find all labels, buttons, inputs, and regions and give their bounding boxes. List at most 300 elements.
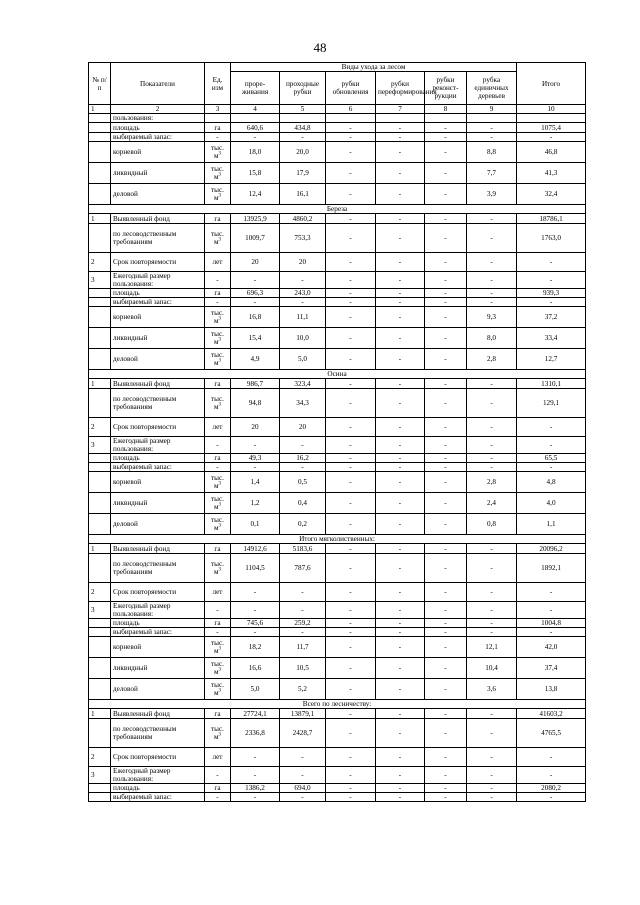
table-row (89, 637, 586, 658)
row-value: 49,3 (231, 454, 280, 463)
row-number (89, 628, 111, 637)
row-value: - (376, 719, 425, 748)
row-value: - (326, 349, 376, 370)
row-value: - (326, 163, 376, 184)
row-value (425, 114, 467, 123)
row-value: - (425, 454, 467, 463)
row-value: - (280, 602, 326, 619)
row-total: 1763,0 (517, 224, 586, 253)
row-value: - (376, 298, 425, 307)
page-number: 48 (313, 40, 327, 55)
row-total: 65,5 (517, 454, 586, 463)
table-row (89, 379, 586, 389)
row-value: - (231, 437, 280, 454)
row-value: - (425, 784, 467, 793)
row-value: 0,2 (280, 514, 326, 535)
row-unit: тыс. $м^3$ (205, 163, 231, 184)
row-value: - (467, 748, 517, 767)
row-value: - (376, 472, 425, 493)
row-value: - (425, 379, 467, 389)
row-label: Срок повторяемости (111, 583, 205, 602)
row-total: 2080,2 (517, 784, 586, 793)
header-indicators: Показатели (111, 63, 205, 105)
row-value: - (376, 389, 425, 418)
row-number (89, 184, 111, 205)
row-total: 1892,1 (517, 554, 586, 583)
row-unit: тыс. $м^3$ (205, 554, 231, 583)
row-value: 0,5 (280, 472, 326, 493)
row-number (89, 142, 111, 163)
row-value: - (425, 583, 467, 602)
row-value: - (467, 454, 517, 463)
row-value: 323,4 (280, 379, 326, 389)
row-value (326, 114, 376, 123)
row-value: - (425, 709, 467, 719)
row-value: 16,2 (280, 454, 326, 463)
row-value: 4,9 (231, 349, 280, 370)
row-value: 5,2 (280, 679, 326, 700)
row-total: - (517, 602, 586, 619)
row-value: - (425, 637, 467, 658)
row-value: - (425, 133, 467, 142)
row-unit (205, 114, 231, 123)
row-total: - (517, 253, 586, 272)
row-label: по лесоводственным требованиям (111, 554, 205, 583)
row-total: 46,8 (517, 142, 586, 163)
row-value: 745,6 (231, 619, 280, 628)
row-value: - (326, 767, 376, 784)
row-value: - (231, 133, 280, 142)
row-value: - (376, 637, 425, 658)
row-value: - (280, 767, 326, 784)
row-value (231, 114, 280, 123)
row-value: 243,0 (280, 289, 326, 298)
row-value: - (376, 463, 425, 472)
table-row (89, 123, 586, 133)
row-value: - (376, 253, 425, 272)
row-value: - (326, 133, 376, 142)
table-row (89, 298, 586, 307)
row-label: Выявленный фонд (111, 379, 205, 389)
table-row (89, 748, 586, 767)
row-number (89, 554, 111, 583)
row-value: - (467, 628, 517, 637)
row-value: - (280, 272, 326, 289)
row-value: - (280, 298, 326, 307)
header-group: Виды ухода за лесом (231, 63, 517, 72)
row-number (89, 123, 111, 133)
row-value: 5,0 (280, 349, 326, 370)
section-title: Итого мягколиственных: (89, 535, 586, 544)
row-value: - (376, 619, 425, 628)
section-row (89, 205, 586, 214)
row-value: - (425, 184, 467, 205)
col-number: 8 (425, 105, 467, 114)
row-value: - (231, 628, 280, 637)
row-total: - (517, 463, 586, 472)
row-value: - (376, 123, 425, 133)
row-number (89, 298, 111, 307)
row-number (89, 493, 111, 514)
row-number (89, 719, 111, 748)
row-number: 1 (89, 214, 111, 224)
row-value: - (376, 272, 425, 289)
row-value: 1009,7 (231, 224, 280, 253)
row-value: - (280, 437, 326, 454)
table-row (89, 184, 586, 205)
row-value: 20,0 (280, 142, 326, 163)
row-value: 10,0 (280, 328, 326, 349)
row-value: 2,8 (467, 349, 517, 370)
row-unit: тыс. $м^3$ (205, 328, 231, 349)
row-value (376, 114, 425, 123)
row-value: 11,7 (280, 637, 326, 658)
row-unit: тыс. $м^3$ (205, 493, 231, 514)
row-value: - (376, 679, 425, 700)
row-value: 20 (280, 418, 326, 437)
row-number: 3 (89, 272, 111, 289)
row-value: 2336,8 (231, 719, 280, 748)
row-number: 3 (89, 602, 111, 619)
row-value: - (326, 784, 376, 793)
row-label: по лесоводственным требованиям (111, 224, 205, 253)
row-label: Ежегодный размер пользования: (111, 602, 205, 619)
row-value: 986,7 (231, 379, 280, 389)
row-value: - (467, 272, 517, 289)
row-unit: тыс. $м^3$ (205, 637, 231, 658)
row-label: выбираемый запас: (111, 628, 205, 637)
col-number: 1 (89, 105, 111, 114)
table-row (89, 142, 586, 163)
table-body (89, 114, 586, 802)
row-value: - (326, 619, 376, 628)
row-value: - (376, 554, 425, 583)
table-row (89, 133, 586, 142)
row-value: 14912,6 (231, 544, 280, 554)
row-value: - (326, 719, 376, 748)
row-value: 0,8 (467, 514, 517, 535)
table-row (89, 253, 586, 272)
row-value: - (425, 463, 467, 472)
table-row (89, 658, 586, 679)
row-value: - (425, 272, 467, 289)
row-value: 27724,1 (231, 709, 280, 719)
row-value: - (376, 437, 425, 454)
row-value: 13879,1 (280, 709, 326, 719)
col-number: 5 (280, 105, 326, 114)
row-number: 1 (89, 709, 111, 719)
row-value: - (376, 379, 425, 389)
row-unit: лет (205, 583, 231, 602)
row-value: - (376, 767, 425, 784)
row-value: 18,2 (231, 637, 280, 658)
row-total: 129,1 (517, 389, 586, 418)
row-value: 20 (231, 418, 280, 437)
row-value: - (326, 389, 376, 418)
row-total: 41603,2 (517, 709, 586, 719)
row-number (89, 163, 111, 184)
row-value: - (467, 298, 517, 307)
row-total: 32,4 (517, 184, 586, 205)
row-value: - (376, 658, 425, 679)
row-value: 15,8 (231, 163, 280, 184)
col-number: 3 (205, 105, 231, 114)
row-number (89, 307, 111, 328)
row-value: 94,8 (231, 389, 280, 418)
row-value: 3,9 (467, 184, 517, 205)
row-label: корневой (111, 637, 205, 658)
row-label: выбираемый запас: (111, 133, 205, 142)
col-number: 2 (111, 105, 205, 114)
row-value: - (231, 583, 280, 602)
row-total: - (517, 133, 586, 142)
row-value: - (326, 224, 376, 253)
col-number: 4 (231, 105, 280, 114)
row-label: ликвидный (111, 493, 205, 514)
row-unit: тыс. $м^3$ (205, 184, 231, 205)
row-total: - (517, 793, 586, 802)
row-value: - (467, 793, 517, 802)
row-label: Выявленный фонд (111, 214, 205, 224)
row-value: - (326, 463, 376, 472)
row-value: - (425, 418, 467, 437)
row-value: - (467, 767, 517, 784)
row-unit: га (205, 784, 231, 793)
row-value: 10,4 (467, 658, 517, 679)
row-value: - (376, 307, 425, 328)
header-num: № п/п (89, 63, 111, 105)
row-value: - (425, 214, 467, 224)
row-value: 8,8 (467, 142, 517, 163)
row-label: пользования: (111, 114, 205, 123)
row-value: - (326, 514, 376, 535)
row-value: - (231, 602, 280, 619)
row-value: - (376, 349, 425, 370)
row-value: - (326, 628, 376, 637)
row-unit: тыс. $м^3$ (205, 224, 231, 253)
section-row (89, 535, 586, 544)
table-row (89, 628, 586, 637)
row-label: корневой (111, 307, 205, 328)
row-value: - (425, 793, 467, 802)
row-value: - (376, 454, 425, 463)
row-label: выбираемый запас: (111, 298, 205, 307)
row-value: - (425, 123, 467, 133)
row-value: 12,1 (467, 637, 517, 658)
row-value: 2,4 (467, 493, 517, 514)
table-row (89, 224, 586, 253)
row-value: - (425, 163, 467, 184)
row-value: 1386,2 (231, 784, 280, 793)
row-value: - (326, 437, 376, 454)
row-label: по лесоводственным требованиям (111, 389, 205, 418)
row-value: 0,4 (280, 493, 326, 514)
row-unit: тыс. $м^3$ (205, 142, 231, 163)
table-row (89, 709, 586, 719)
section-title: Всего по лесничеству: (89, 700, 586, 709)
row-number (89, 289, 111, 298)
section-title: Береза (89, 205, 586, 214)
row-value: - (326, 379, 376, 389)
row-value: 10,5 (280, 658, 326, 679)
header-type-4: рубки переформирования (376, 72, 425, 105)
row-value: - (425, 602, 467, 619)
row-value: - (376, 214, 425, 224)
row-unit: лет (205, 253, 231, 272)
row-unit: га (205, 379, 231, 389)
row-label: площадь (111, 289, 205, 298)
row-unit: - (205, 628, 231, 637)
row-value: - (376, 289, 425, 298)
table-row (89, 214, 586, 224)
row-total: 4765,5 (517, 719, 586, 748)
table-row (89, 719, 586, 748)
row-unit: - (205, 602, 231, 619)
row-value: - (425, 142, 467, 163)
row-number (89, 679, 111, 700)
row-unit: - (205, 298, 231, 307)
row-value: - (425, 619, 467, 628)
row-number: 1 (89, 379, 111, 389)
row-value: - (326, 583, 376, 602)
table-row (89, 472, 586, 493)
table-row (89, 418, 586, 437)
row-value: 1,4 (231, 472, 280, 493)
row-unit: га (205, 214, 231, 224)
row-number (89, 349, 111, 370)
row-unit: лет (205, 748, 231, 767)
row-value: - (425, 493, 467, 514)
row-number (89, 454, 111, 463)
table-row (89, 767, 586, 784)
table-row (89, 544, 586, 554)
row-total: 37,2 (517, 307, 586, 328)
row-value: - (326, 472, 376, 493)
table-row (89, 437, 586, 454)
row-label: деловой (111, 184, 205, 205)
row-total: 33,4 (517, 328, 586, 349)
row-total: 1310,1 (517, 379, 586, 389)
row-label: корневой (111, 472, 205, 493)
row-unit: га (205, 123, 231, 133)
row-total: - (517, 628, 586, 637)
row-number (89, 224, 111, 253)
row-value: 640,6 (231, 123, 280, 133)
row-label: ликвидный (111, 658, 205, 679)
row-unit: - (205, 272, 231, 289)
row-value: - (231, 748, 280, 767)
row-value: - (376, 709, 425, 719)
row-value: 16,1 (280, 184, 326, 205)
row-number: 3 (89, 437, 111, 454)
row-value: - (425, 719, 467, 748)
row-value: - (376, 328, 425, 349)
row-number: 2 (89, 748, 111, 767)
row-label: корневой (111, 142, 205, 163)
row-value: - (467, 123, 517, 133)
row-label: площадь (111, 123, 205, 133)
row-number (89, 133, 111, 142)
row-total: - (517, 748, 586, 767)
row-value: - (425, 628, 467, 637)
row-value: 13925,9 (231, 214, 280, 224)
row-value: - (326, 493, 376, 514)
table-row (89, 163, 586, 184)
row-value: - (467, 289, 517, 298)
row-value: - (326, 328, 376, 349)
row-total (517, 114, 586, 123)
row-unit: - (205, 767, 231, 784)
row-total: 4,8 (517, 472, 586, 493)
row-value: - (326, 418, 376, 437)
row-unit: тыс. $м^3$ (205, 389, 231, 418)
row-value: - (376, 418, 425, 437)
row-label: Ежегодный размер пользования: (111, 272, 205, 289)
table-row (89, 602, 586, 619)
row-unit: лет (205, 418, 231, 437)
row-value: - (326, 679, 376, 700)
row-value: - (326, 602, 376, 619)
row-value: - (376, 514, 425, 535)
row-value: 34,3 (280, 389, 326, 418)
row-value: - (280, 793, 326, 802)
row-label: Срок повторяемости (111, 418, 205, 437)
row-value: - (467, 133, 517, 142)
row-value: - (467, 583, 517, 602)
row-value: - (376, 184, 425, 205)
row-total: 37,4 (517, 658, 586, 679)
row-value: 15,4 (231, 328, 280, 349)
row-total: 4,0 (517, 493, 586, 514)
row-value: - (425, 554, 467, 583)
row-value: 753,3 (280, 224, 326, 253)
row-value: 17,9 (280, 163, 326, 184)
row-value: - (425, 328, 467, 349)
table-row (89, 454, 586, 463)
row-label: деловой (111, 679, 205, 700)
table-row (89, 289, 586, 298)
row-number: 1 (89, 544, 111, 554)
row-value: - (425, 514, 467, 535)
row-value: - (425, 389, 467, 418)
table-row (89, 679, 586, 700)
row-value: 4860,2 (280, 214, 326, 224)
row-total: 1004,8 (517, 619, 586, 628)
table-row (89, 554, 586, 583)
row-unit: тыс. $м^3$ (205, 679, 231, 700)
row-label: площадь (111, 784, 205, 793)
row-value: - (326, 289, 376, 298)
row-label: деловой (111, 349, 205, 370)
row-value: - (376, 793, 425, 802)
row-value: 259,2 (280, 619, 326, 628)
row-value: - (425, 307, 467, 328)
row-label: по лесоводственным требованиям (111, 719, 205, 748)
row-value: 18,0 (231, 142, 280, 163)
header-unit: Ед. изм (205, 63, 231, 105)
row-value: - (376, 602, 425, 619)
header-type-6: рубка единичных деревьев (467, 72, 517, 105)
row-value: 434,8 (280, 123, 326, 133)
row-value: 16,6 (231, 658, 280, 679)
row-value: 1,2 (231, 493, 280, 514)
row-value: - (425, 437, 467, 454)
row-value: - (467, 784, 517, 793)
row-value: - (326, 544, 376, 554)
row-value: - (425, 679, 467, 700)
row-value: - (376, 583, 425, 602)
row-total: 18786,1 (517, 214, 586, 224)
